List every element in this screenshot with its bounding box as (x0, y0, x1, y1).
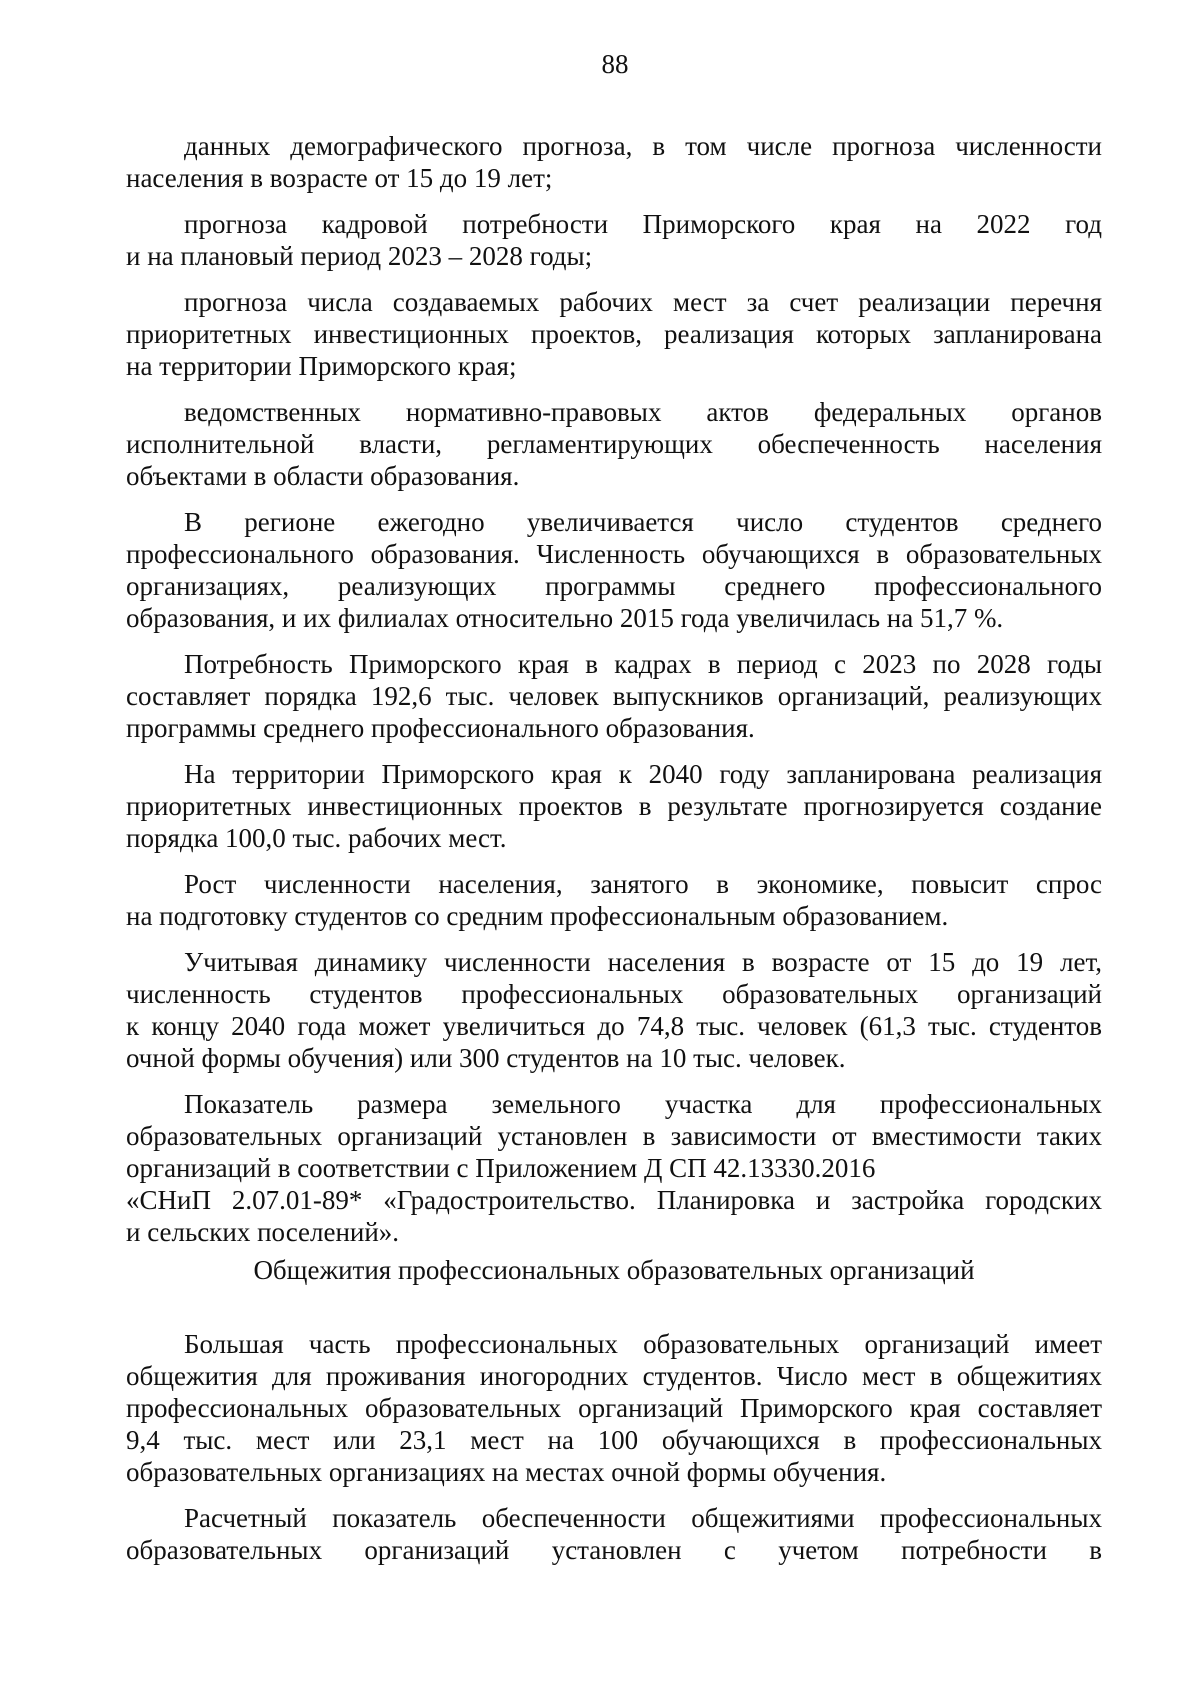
text-line: образовательных организаций установлен с учетом потребности в (126, 1535, 1102, 1565)
text-line: исполнительной власти, регламентирующих обеспеченность населения (126, 429, 1102, 459)
paragraph (126, 1502, 1102, 1566)
text-line: очной формы обучения) или 300 студентов на 10 тыс. человек. (126, 1043, 846, 1073)
text-line: прогноза кадровой потребности Приморского края на 2022 год (184, 209, 1102, 239)
text-line: Показатель размера земельного участка для профессиональных (184, 1089, 1102, 1119)
text-line: и на плановый период 2023 – 2028 годы; (126, 241, 593, 271)
paragraph (126, 868, 1102, 932)
paragraph (126, 286, 1102, 382)
text-line: Потребность Приморского края в кадрах в период с 2023 по 2028 годы (184, 649, 1102, 679)
text-line: порядка 100,0 тыс. рабочих мест. (126, 823, 507, 853)
paragraph (126, 1088, 1102, 1248)
text-line: 9,4 тыс. мест или 23,1 мест на 100 обучающихся в профессиональных (126, 1425, 1102, 1455)
text-line: «СНиП 2.07.01-89* «Градостроительство. Планировка и застройка городских (126, 1185, 1102, 1215)
text-line: организациях, реализующих программы среднего профессионального (126, 571, 1102, 601)
text-line: к концу 2040 года может увеличиться до 74,8 тыс. человек (61,3 тыс. студентов (126, 1011, 1102, 1041)
text-line: Рост численности населения, занятого в экономике, повысит спрос (184, 869, 1102, 899)
paragraph (126, 946, 1102, 1074)
document-body (126, 130, 1102, 1580)
text-line: ведомственных нормативно-правовых актов федеральных органов (184, 397, 1102, 427)
text-line: приоритетных инвестиционных проектов в результате прогнозируется создание (126, 791, 1102, 821)
text-line: приоритетных инвестиционных проектов, реализация которых запланирована (126, 319, 1102, 349)
section-heading: Общежития профессиональных образовательных организаций (253, 1255, 975, 1285)
text-line: общежития для проживания иногородних студентов. Число мест в общежитиях (126, 1361, 1102, 1391)
paragraph (126, 396, 1102, 492)
paragraph (126, 1328, 1102, 1488)
paragraph (126, 648, 1102, 744)
text-line: В регионе ежегодно увеличивается число студентов среднего (184, 507, 1102, 537)
text-line: профессиональных образовательных организаций Приморского края составляет (126, 1393, 1102, 1423)
text-line: Учитывая динамику численности населения в возрасте от 15 до 19 лет, (184, 947, 1102, 977)
text-line: населения в возрасте от 15 до 19 лет; (126, 163, 553, 193)
text-line: образовательных организаций установлен в зависимости от вместимости таких (126, 1121, 1102, 1151)
page-number: 88 (601, 49, 629, 79)
text-line: Расчетный показатель обеспеченности общежитиями профессиональных (184, 1503, 1102, 1533)
paragraph (126, 130, 1102, 194)
text-line: образовательных организациях на местах очной формы обучения. (126, 1457, 887, 1487)
text-line: объектами в области образования. (126, 461, 520, 491)
text-line: профессионального образования. Численность обучающихся в образовательных (126, 539, 1102, 569)
text-line: организаций в соответствии с Приложением Д СП 42.13330.2016 (126, 1153, 876, 1183)
text-line: прогноза числа создаваемых рабочих мест за счет реализации перечня (184, 287, 1102, 317)
text-line: на подготовку студентов со средним профессиональным образованием. (126, 901, 949, 931)
text-line: Большая часть профессиональных образовательных организаций имеет (184, 1329, 1102, 1359)
paragraph (126, 758, 1102, 854)
text-line: программы среднего профессионального образования. (126, 713, 755, 743)
text-line: данных демографического прогноза, в том числе прогноза численности (184, 131, 1102, 161)
paragraph (126, 208, 1102, 272)
text-line: и сельских поселений». (126, 1217, 400, 1247)
text-line: численность студентов профессиональных образовательных организаций (126, 979, 1102, 1009)
text-line: на территории Приморского края; (126, 351, 517, 381)
paragraph (126, 506, 1102, 634)
text-line: На территории Приморского края к 2040 году запланирована реализация (184, 759, 1102, 789)
text-line: образования, и их филиалах относительно 2015 года увеличилась на 51,7 %. (126, 603, 1004, 633)
text-line: составляет порядка 192,6 тыс. человек выпускников организаций, реализующих (126, 681, 1102, 711)
